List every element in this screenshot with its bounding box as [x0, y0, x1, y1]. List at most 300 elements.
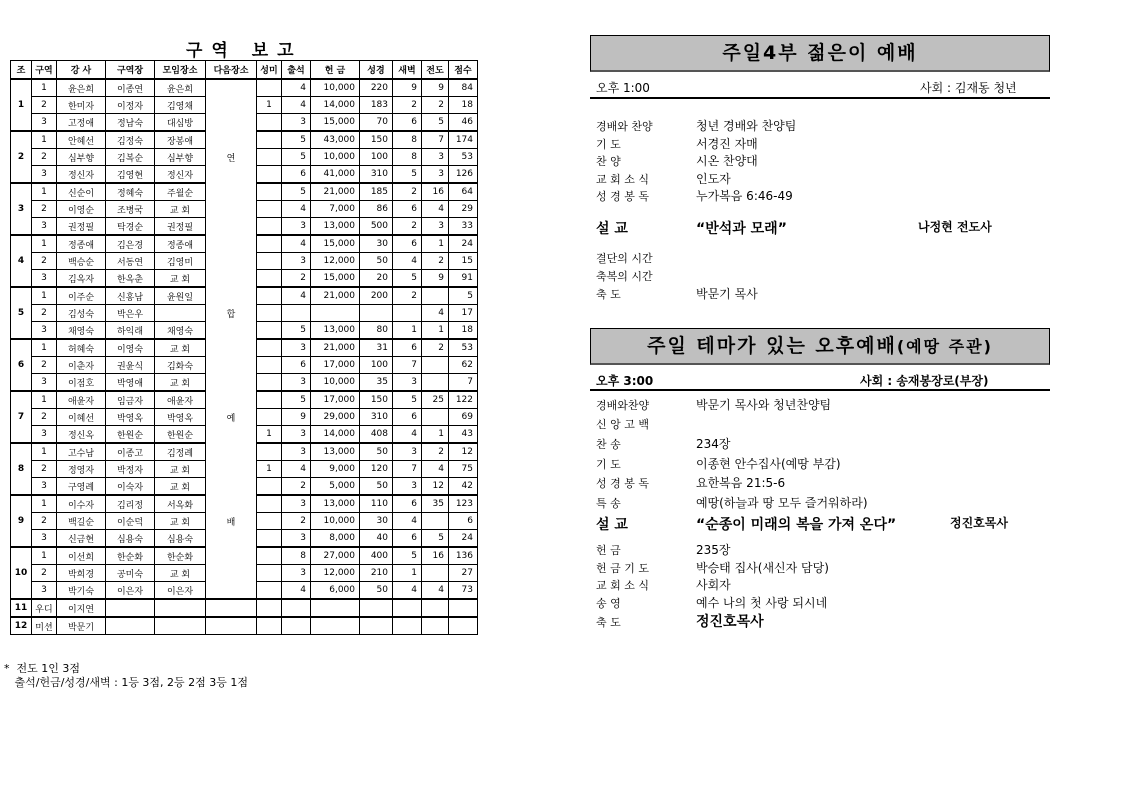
- table-cell: [257, 530, 282, 548]
- jo-cell: 8: [11, 443, 32, 495]
- table-cell: [257, 357, 282, 374]
- table-cell: 권윤식: [106, 357, 155, 374]
- service2-host: 사회 : 송재봉장로(부장): [860, 374, 989, 388]
- table-cell: 김은경: [106, 235, 155, 253]
- table-cell: 이숙자: [106, 478, 155, 496]
- table-cell: [422, 357, 449, 374]
- table-cell: 3: [282, 253, 311, 270]
- program-item: [596, 396, 831, 413]
- table-cell: 정종애: [155, 235, 206, 253]
- table-cell: 12: [11, 617, 32, 635]
- table-cell: 10,000: [311, 79, 360, 97]
- table-cell: 2: [393, 97, 422, 114]
- next-place-cell: 배: [206, 513, 257, 530]
- table-cell: 박영옥: [155, 409, 206, 426]
- table-row: [11, 617, 478, 635]
- district-report-table: [10, 60, 478, 635]
- jo-cell: 2: [11, 131, 32, 183]
- table-cell: 한원순: [106, 426, 155, 444]
- table-cell: 1: [32, 547, 57, 565]
- table-cell: 53: [449, 149, 478, 166]
- table-cell: 4: [393, 582, 422, 600]
- table-cell: 3: [32, 582, 57, 600]
- table-row: [11, 287, 478, 305]
- column-header: 성경: [360, 61, 393, 80]
- table-cell: 박영애: [106, 374, 155, 392]
- table-cell: 대심방: [155, 114, 206, 132]
- table-cell: [360, 617, 393, 635]
- jo-cell: 7: [11, 391, 32, 443]
- table-cell: 12: [422, 478, 449, 496]
- next-place-cell: [206, 235, 257, 253]
- table-cell: 백승순: [57, 253, 106, 270]
- next-place-cell: [206, 461, 257, 478]
- table-cell: 33: [449, 218, 478, 236]
- program-item: [596, 170, 731, 187]
- table-cell: [257, 617, 282, 635]
- table-cell: 김성숙: [57, 305, 106, 322]
- table-row: [11, 478, 478, 496]
- table-cell: 7: [393, 357, 422, 374]
- table-cell: 김영현: [106, 166, 155, 184]
- table-cell: [311, 305, 360, 322]
- table-cell: 7: [449, 374, 478, 392]
- table-cell: 70: [360, 114, 393, 132]
- program-item: [596, 576, 731, 593]
- table-cell: 하익래: [106, 322, 155, 340]
- table-cell: 4: [393, 426, 422, 444]
- table-cell: 10,000: [311, 513, 360, 530]
- table-cell: 136: [449, 547, 478, 565]
- table-cell: 1: [32, 183, 57, 201]
- next-place-cell: [206, 79, 257, 97]
- table-cell: 40: [360, 530, 393, 548]
- table-cell: 박기숙: [57, 582, 106, 600]
- table-row: [11, 409, 478, 426]
- table-cell: 3: [282, 443, 311, 461]
- table-cell: 2: [422, 339, 449, 357]
- table-cell: 3: [282, 495, 311, 513]
- table-cell: 43: [449, 426, 478, 444]
- table-cell: 박은우: [106, 305, 155, 322]
- program-label: 기 도: [596, 457, 621, 471]
- table-cell: 공미숙: [106, 565, 155, 582]
- table-cell: 심용숙: [155, 530, 206, 548]
- table-cell: 12,000: [311, 253, 360, 270]
- table-row: [11, 97, 478, 114]
- table-cell: 4: [422, 201, 449, 218]
- table-cell: 27,000: [311, 547, 360, 565]
- table-cell: 2: [32, 357, 57, 374]
- table-cell: 김옥자: [57, 270, 106, 288]
- next-place-cell: [206, 426, 257, 444]
- service1-sermon-row: [596, 218, 787, 238]
- program-value: 이종현 안수집사(예땅 부감): [696, 456, 841, 471]
- table-cell: 이지연: [57, 599, 106, 617]
- program-item: [596, 559, 829, 576]
- table-cell: 2: [393, 218, 422, 236]
- table-cell: 이영순: [57, 201, 106, 218]
- table-cell: [282, 599, 311, 617]
- next-place-cell: [206, 478, 257, 496]
- table-cell: 3: [393, 478, 422, 496]
- table-cell: 이춘자: [57, 357, 106, 374]
- next-place-cell: [206, 495, 257, 513]
- table-cell: 20: [360, 270, 393, 288]
- table-cell: [257, 305, 282, 322]
- table-cell: 10,000: [311, 374, 360, 392]
- table-cell: [257, 79, 282, 97]
- table-row: [11, 461, 478, 478]
- table-cell: 14,000: [311, 426, 360, 444]
- program-item: [596, 250, 696, 266]
- table-cell: 43,000: [311, 131, 360, 149]
- table-cell: 46: [449, 114, 478, 132]
- table-cell: 우디: [32, 599, 57, 617]
- table-cell: 29: [449, 201, 478, 218]
- table-cell: 12,000: [311, 565, 360, 582]
- table-cell: [282, 617, 311, 635]
- table-cell: [257, 513, 282, 530]
- table-cell: 박정자: [106, 461, 155, 478]
- table-cell: 정신자: [57, 166, 106, 184]
- table-cell: [422, 617, 449, 635]
- table-cell: 4: [282, 235, 311, 253]
- table-cell: 17,000: [311, 357, 360, 374]
- table-cell: 한옥춘: [106, 270, 155, 288]
- table-cell: [155, 599, 206, 617]
- table-cell: 1: [393, 322, 422, 340]
- table-cell: 고수남: [57, 443, 106, 461]
- table-cell: 2: [282, 270, 311, 288]
- table-cell: 24: [449, 530, 478, 548]
- table-cell: 신금현: [57, 530, 106, 548]
- program-label: 특 송: [596, 496, 621, 510]
- table-cell: 200: [360, 287, 393, 305]
- table-cell: 2: [32, 149, 57, 166]
- program-label: 경배와 찬양: [596, 120, 653, 133]
- table-cell: 1: [393, 565, 422, 582]
- table-cell: 이정자: [106, 97, 155, 114]
- table-cell: 4: [422, 305, 449, 322]
- column-header: 모임장소: [155, 61, 206, 80]
- table-body: [11, 79, 478, 635]
- program-item: [596, 611, 764, 631]
- table-cell: 5: [393, 270, 422, 288]
- table-cell: 김정례: [155, 443, 206, 461]
- program-label: 결단의 시간: [596, 252, 653, 265]
- service2-preacher: 정진호목사: [950, 516, 1008, 530]
- table-cell: 150: [360, 131, 393, 149]
- table-cell: 1: [32, 391, 57, 409]
- program-value: 시온 찬양대: [696, 154, 758, 168]
- table-cell: [257, 599, 282, 617]
- table-cell: 1: [32, 339, 57, 357]
- table-cell: 김영채: [155, 97, 206, 114]
- table-cell: [422, 287, 449, 305]
- program-item: [596, 117, 796, 134]
- table-cell: 5: [393, 547, 422, 565]
- program-value: 청년 경배와 찬양팀: [696, 119, 797, 133]
- table-cell: 서동연: [106, 253, 155, 270]
- table-cell: 3: [32, 478, 57, 496]
- program-label: 기 도: [596, 137, 621, 151]
- program-value: 사회자: [696, 578, 731, 592]
- table-cell: [106, 599, 155, 617]
- table-cell: [257, 391, 282, 409]
- jo-cell: 6: [11, 339, 32, 391]
- table-cell: 정종애: [57, 235, 106, 253]
- program-label: 축복의 시간: [596, 269, 653, 283]
- table-cell: 김리정: [106, 495, 155, 513]
- table-cell: 이선희: [57, 547, 106, 565]
- program-item: [596, 541, 731, 558]
- table-cell: 1: [257, 426, 282, 444]
- column-header: 전도: [422, 61, 449, 80]
- table-cell: 채영숙: [155, 322, 206, 340]
- table-cell: 3: [282, 374, 311, 392]
- table-cell: 9: [422, 270, 449, 288]
- program-label: 축 도: [596, 288, 621, 301]
- table-cell: 35: [422, 495, 449, 513]
- column-header: 출석: [282, 61, 311, 80]
- table-row: [11, 530, 478, 548]
- table-cell: 교 회: [155, 339, 206, 357]
- table-cell: 400: [360, 547, 393, 565]
- table-cell: 2: [422, 253, 449, 270]
- table-cell: [257, 287, 282, 305]
- table-cell: 5: [282, 131, 311, 149]
- table-cell: 12: [449, 443, 478, 461]
- program-value: 예땅(하늘과 땅 모두 즐거워하라): [696, 495, 868, 510]
- service1-time: 오후 1:00: [596, 81, 650, 95]
- table-cell: 30: [360, 235, 393, 253]
- table-cell: 42: [449, 478, 478, 496]
- table-cell: 이혜선: [57, 409, 106, 426]
- next-place-cell: [206, 547, 257, 565]
- column-header: 성미: [257, 61, 282, 80]
- table-cell: 3: [32, 166, 57, 184]
- table-cell: 8,000: [311, 530, 360, 548]
- program-item: [596, 152, 758, 169]
- divider: [590, 389, 1050, 391]
- table-cell: 80: [360, 322, 393, 340]
- next-place-cell: [206, 322, 257, 340]
- table-row: [11, 114, 478, 132]
- column-header: 조: [11, 61, 32, 80]
- table-cell: 13,000: [311, 495, 360, 513]
- program-item: [596, 455, 841, 472]
- program-value: 234장: [696, 437, 731, 451]
- table-cell: 13,000: [311, 443, 360, 461]
- next-place-cell: 합: [206, 305, 257, 322]
- table-row: [11, 547, 478, 565]
- program-label: 헌 금: [596, 544, 621, 557]
- table-cell: 50: [360, 443, 393, 461]
- table-cell: 5,000: [311, 478, 360, 496]
- table-row: [11, 565, 478, 582]
- next-place-cell: [206, 270, 257, 288]
- table-cell: 3: [282, 339, 311, 357]
- program-value: 박문기 목사와 청년찬양팀: [696, 398, 832, 412]
- table-cell: 15: [449, 253, 478, 270]
- table-cell: 1: [32, 287, 57, 305]
- table-cell: 4: [282, 97, 311, 114]
- table-cell: 교 회: [155, 201, 206, 218]
- table-cell: 교 회: [155, 478, 206, 496]
- next-place-cell: [206, 339, 257, 357]
- table-cell: 120: [360, 461, 393, 478]
- table-cell: 3: [282, 426, 311, 444]
- table-cell: 애윤자: [155, 391, 206, 409]
- table-cell: 100: [360, 149, 393, 166]
- table-cell: 50: [360, 478, 393, 496]
- column-header: 새벽: [393, 61, 422, 80]
- table-cell: [257, 218, 282, 236]
- table-cell: 27: [449, 565, 478, 582]
- table-cell: 4: [282, 287, 311, 305]
- table-cell: [257, 114, 282, 132]
- table-cell: 29,000: [311, 409, 360, 426]
- table-cell: 6: [393, 339, 422, 357]
- table-cell: 2: [32, 461, 57, 478]
- table-cell: 6: [393, 235, 422, 253]
- program-label: 교 회 소 식: [596, 579, 649, 592]
- table-cell: 9: [282, 409, 311, 426]
- table-row: [11, 218, 478, 236]
- table-cell: 21,000: [311, 287, 360, 305]
- table-cell: [257, 270, 282, 288]
- table-cell: 4: [282, 582, 311, 600]
- table-cell: 신순이: [57, 183, 106, 201]
- program-item: [596, 435, 731, 452]
- table-cell: 고정애: [57, 114, 106, 132]
- table-row: [11, 582, 478, 600]
- table-cell: 6: [282, 357, 311, 374]
- table-cell: 6: [393, 114, 422, 132]
- next-place-cell: [206, 530, 257, 548]
- next-place-cell: [206, 357, 257, 374]
- table-cell: 35: [360, 374, 393, 392]
- table-cell: 15,000: [311, 235, 360, 253]
- table-cell: 8: [393, 149, 422, 166]
- table-cell: 조병국: [106, 201, 155, 218]
- table-cell: 100: [360, 357, 393, 374]
- table-cell: 정남숙: [106, 114, 155, 132]
- table-row: [11, 183, 478, 201]
- table-cell: [257, 374, 282, 392]
- table-row: [11, 131, 478, 149]
- table-cell: 1: [422, 322, 449, 340]
- table-row: [11, 253, 478, 270]
- next-place-cell: 예: [206, 409, 257, 426]
- next-place-cell: [206, 391, 257, 409]
- table-cell: 정신자: [155, 166, 206, 184]
- table-row: [11, 357, 478, 374]
- program-value: 박승태 집사(새신자 담당): [696, 560, 829, 575]
- table-cell: 53: [449, 339, 478, 357]
- table-cell: 5: [282, 183, 311, 201]
- next-place-cell: [206, 374, 257, 392]
- table-cell: 220: [360, 79, 393, 97]
- table-cell: 5: [282, 149, 311, 166]
- table-cell: 50: [360, 253, 393, 270]
- table-cell: 2: [393, 183, 422, 201]
- table-cell: 8: [282, 547, 311, 565]
- table-cell: 이은자: [106, 582, 155, 600]
- note-line: 출석/헌금/성경/새벽 : 1등 3점, 2등 2점 3등 1점: [4, 676, 249, 689]
- sermon-title: “순종이 미래의 복을 가져 온다”: [696, 517, 897, 533]
- table-cell: 1: [32, 443, 57, 461]
- table-cell: 권정필: [155, 218, 206, 236]
- table-cell: 84: [449, 79, 478, 97]
- table-cell: 한순화: [155, 547, 206, 565]
- table-cell: 18: [449, 97, 478, 114]
- table-cell: 500: [360, 218, 393, 236]
- table-cell: 9: [422, 79, 449, 97]
- column-header: 구역: [32, 61, 57, 80]
- table-cell: [206, 599, 257, 617]
- service1-host: 사회 : 김재동 청년: [920, 81, 1017, 95]
- table-cell: 1: [32, 495, 57, 513]
- table-cell: 3: [393, 443, 422, 461]
- table-cell: 3: [422, 218, 449, 236]
- table-cell: 110: [360, 495, 393, 513]
- table-cell: 4: [282, 201, 311, 218]
- program-label: 헌 금 기 도: [596, 561, 649, 575]
- table-cell: 6: [282, 166, 311, 184]
- table-cell: 3: [32, 322, 57, 340]
- table-cell: 애윤자: [57, 391, 106, 409]
- table-cell: 안혜선: [57, 131, 106, 149]
- table-row: [11, 166, 478, 184]
- next-place-cell: [206, 582, 257, 600]
- table-cell: 교 회: [155, 270, 206, 288]
- table-cell: 2: [32, 253, 57, 270]
- table-cell: 185: [360, 183, 393, 201]
- table-cell: 86: [360, 201, 393, 218]
- table-cell: 150: [360, 391, 393, 409]
- table-cell: [155, 617, 206, 635]
- table-cell: 이종고: [106, 443, 155, 461]
- next-place-cell: [206, 97, 257, 114]
- program-item: [596, 135, 758, 152]
- table-cell: 윤원일: [155, 287, 206, 305]
- table-cell: 6,000: [311, 582, 360, 600]
- table-cell: 2: [282, 478, 311, 496]
- table-cell: [393, 617, 422, 635]
- table-row: [11, 599, 478, 617]
- program-label: 교 회 소 식: [596, 172, 649, 186]
- table-cell: 41,000: [311, 166, 360, 184]
- table-cell: 2: [282, 513, 311, 530]
- program-item: [596, 285, 758, 302]
- report-title: 구역 보고: [186, 41, 303, 61]
- table-cell: [422, 409, 449, 426]
- jo-cell: 1: [11, 79, 32, 131]
- table-cell: 구영례: [57, 478, 106, 496]
- next-place-cell: [206, 114, 257, 132]
- table-cell: 정혜숙: [106, 183, 155, 201]
- table-cell: 5: [393, 166, 422, 184]
- table-cell: 교 회: [155, 461, 206, 478]
- service2-title: [590, 328, 1050, 365]
- table-row: [11, 235, 478, 253]
- table-cell: 2: [32, 97, 57, 114]
- column-header: 구역장: [106, 61, 155, 80]
- table-cell: 15,000: [311, 114, 360, 132]
- table-cell: 윤은희: [155, 79, 206, 97]
